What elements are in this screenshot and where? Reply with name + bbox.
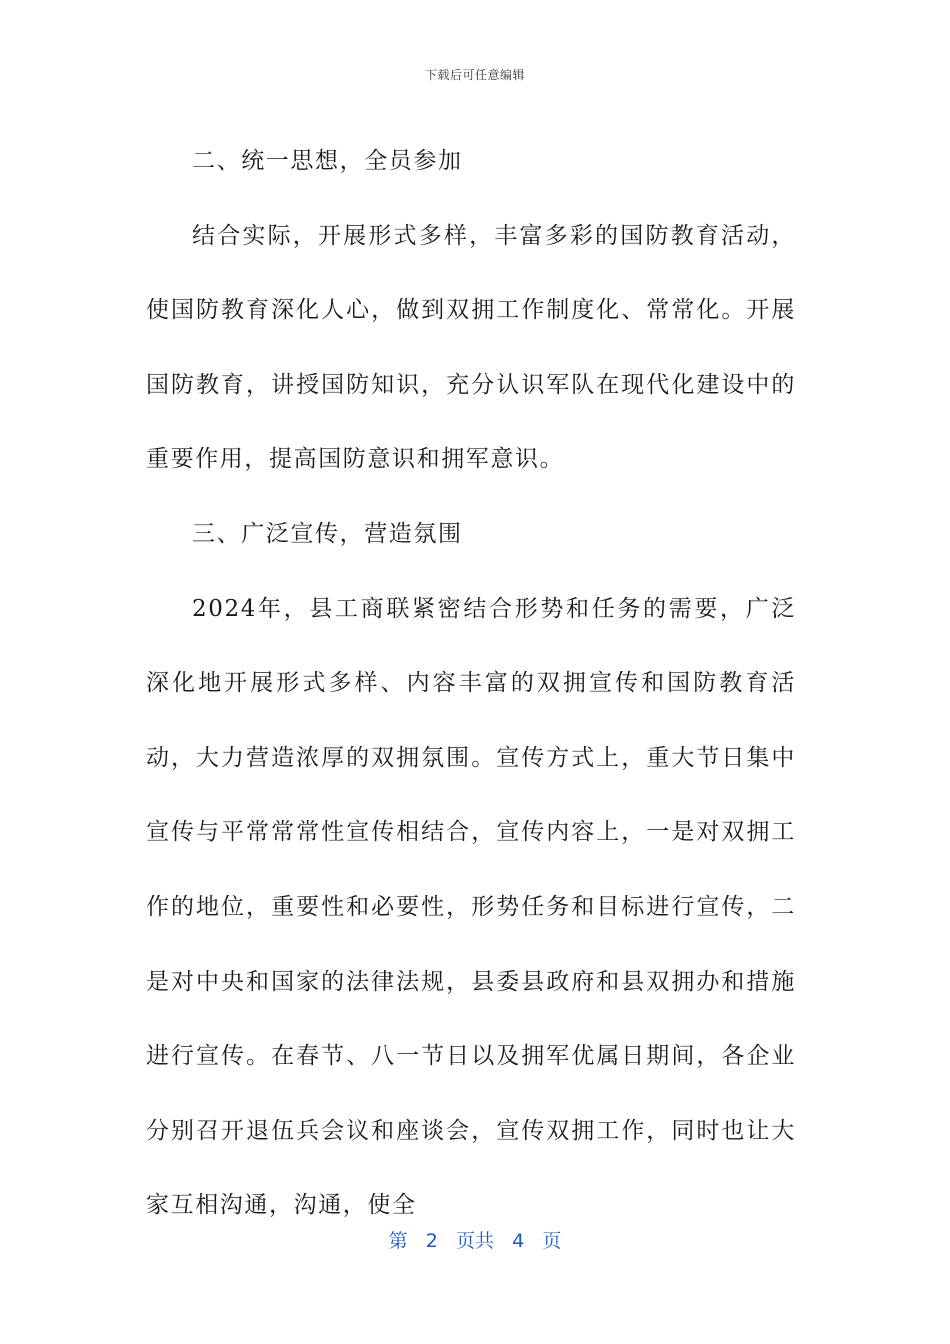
footer-prefix: 第 — [388, 1230, 408, 1252]
section-heading: 三、广泛宣传，营造氛围 — [192, 520, 463, 547]
document-body — [146, 124, 796, 1243]
section-heading: 二、统一思想，全员参加 — [192, 148, 463, 174]
page-footer — [0, 1226, 950, 1253]
current-page-number: 2 — [425, 1230, 438, 1252]
paragraph: 结合实际，开展形式多样，丰富多彩的国防教育活动，使国防教育深化人心，做到双拥工作制度化、常常化。开展国防教育，讲授国防知识，充分认识军队在现代化建设中的重要作用，提高国防意识和拥军意识。 — [146, 222, 796, 473]
paragraph: 2024年，县工商联紧密结合形势和任务的需要，广泛深化地开展形式多样、内容丰富的双拥宣传和国防教育活动，大力营造浓厚的双拥氛围。宣传方式上，重大节日集中宣传与平常常常性宣传相结合，宣传内容上，一是对双拥工作的地位，重要性和必要性，形势任务和目标进行宣传，二是对中央和国家的法律法规，县委县政府和县双拥办和措施进行宣传。在春节、八一节日以及拥军优属日期间，各企业分别召开退伍兵会议和座谈会，宣传双拥工作，同时也让大家互相沟通，沟通，使全 — [146, 595, 796, 1219]
header-note: 下载后可任意编辑 — [424, 68, 525, 82]
footer-suffix: 页 — [542, 1230, 562, 1252]
footer-middle: 页共 — [455, 1230, 494, 1252]
total-pages-number: 4 — [512, 1230, 525, 1252]
